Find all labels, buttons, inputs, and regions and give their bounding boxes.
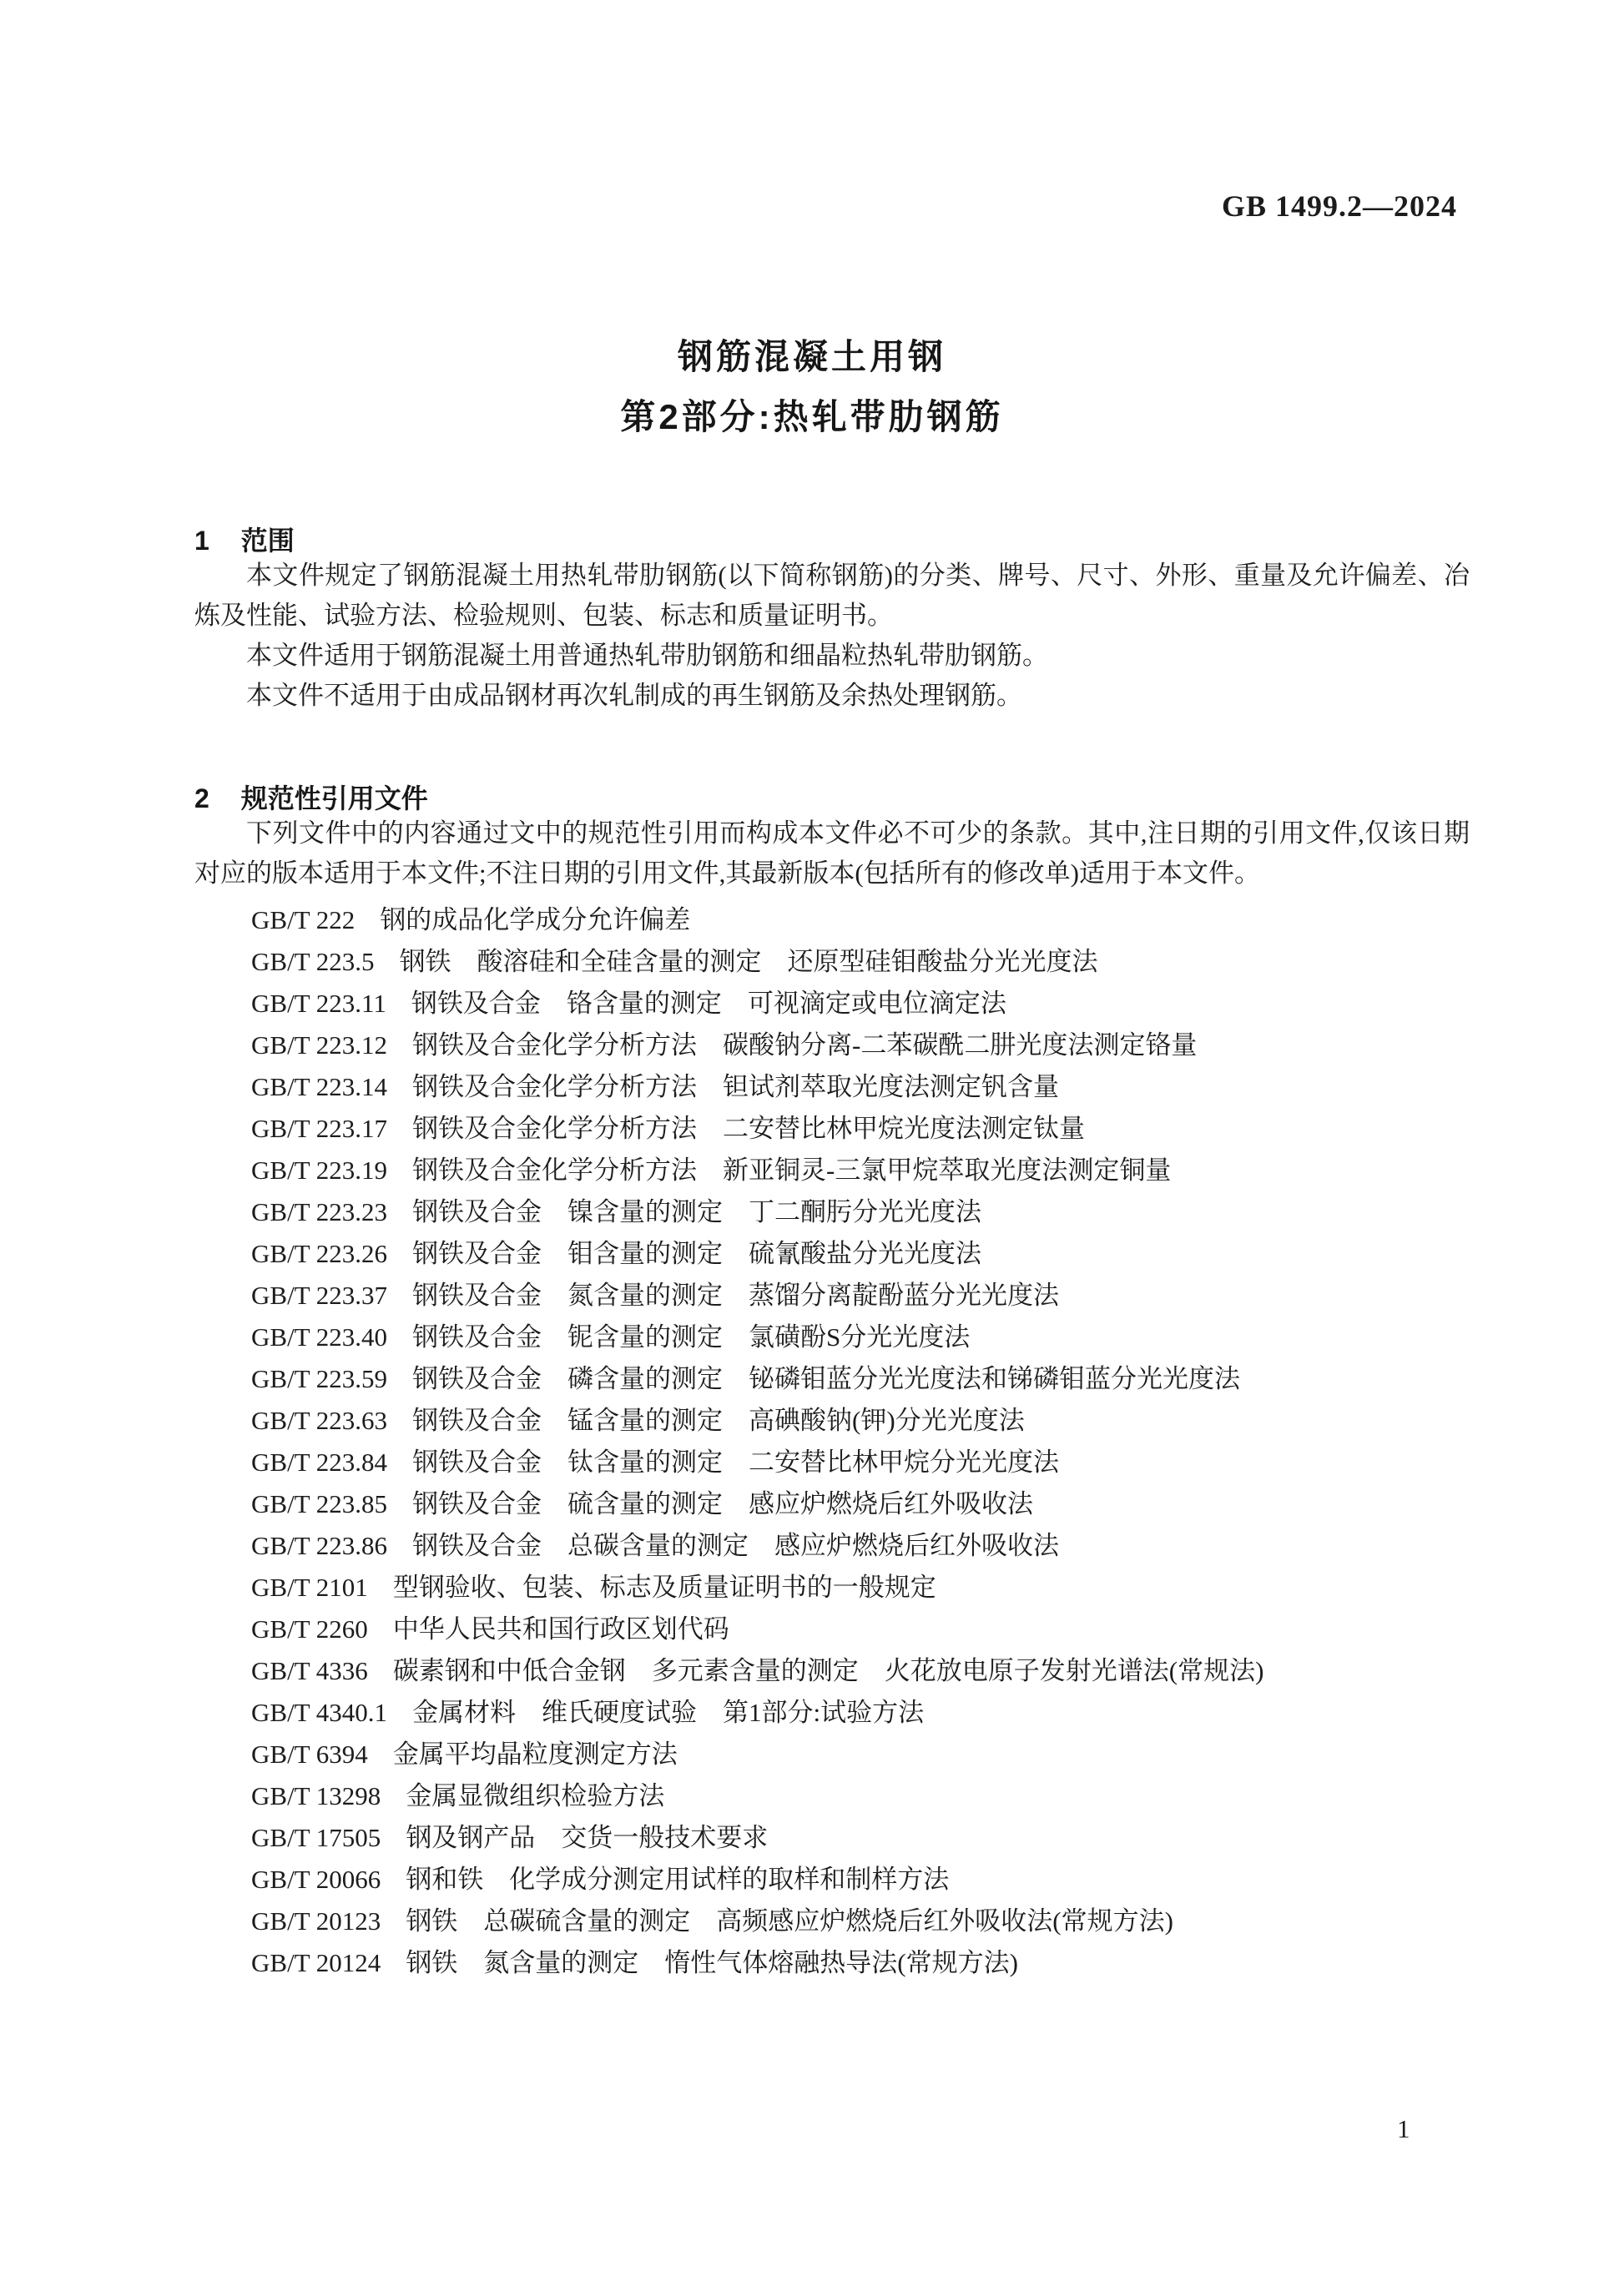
reference-code: GB/T 223.84 (251, 1448, 388, 1477)
reference-title: 金属显微组织检验方法 (406, 1781, 665, 1810)
section-2-number: 2 (194, 783, 209, 813)
reference-item (251, 983, 1470, 1025)
reference-title: 钢铁及合金 锰含量的测定 高碘酸钠(钾)分光光度法 (412, 1406, 1025, 1435)
reference-title: 钢铁及合金化学分析方法 碳酸钠分离-二苯碳酰二肼光度法测定铬量 (412, 1030, 1198, 1060)
reference-title: 钢铁及合金 磷含量的测定 铋磷钼蓝分光光度法和锑磷钼蓝分光光度法 (412, 1364, 1241, 1393)
reference-code: GB/T 223.85 (251, 1489, 388, 1518)
page-number: 1 (1397, 2114, 1410, 2143)
reference-code: GB/T 223.23 (251, 1197, 388, 1226)
reference-title: 钢及钢产品 交货一般技术要求 (406, 1823, 769, 1852)
reference-code: GB/T 20123 (251, 1906, 381, 1936)
reference-item (251, 1609, 1470, 1650)
reference-code: GB/T 223.63 (251, 1406, 388, 1435)
reference-title: 钢铁及合金 总碳含量的测定 感应炉燃烧后红外吸收法 (412, 1531, 1060, 1560)
reference-item (251, 1025, 1470, 1066)
reference-code: GB/T 4340.1 (251, 1698, 388, 1727)
title-line-1: 钢筋混凝土用钢 (677, 337, 946, 376)
title-line-2: 第2部分:热轧带肋钢筋 (620, 397, 1004, 436)
reference-item (251, 1066, 1470, 1108)
reference-code: GB/T 223.11 (251, 989, 386, 1018)
reference-code: GB/T 17505 (251, 1823, 381, 1852)
standard-number: GB 1499.2—2024 (1221, 189, 1457, 223)
reference-code: GB/T 4336 (251, 1656, 368, 1685)
section-1-number: 1 (194, 526, 209, 556)
reference-code: GB/T 13298 (251, 1781, 381, 1810)
reference-item (251, 1859, 1470, 1901)
reference-title: 金属平均晶粒度测定方法 (392, 1740, 678, 1769)
reference-title: 型钢验收、包装、标志及质量证明书的一般规定 (392, 1573, 936, 1602)
reference-code: GB/T 223.86 (251, 1531, 388, 1560)
references-intro-paragraph: 下列文件中的内容通过文中的规范性引用而构成本文件必不可少的条款。其中,注日期的引用文件,仅该日期对应的版本适用于本文件;不注日期的引用文件,其最新版本(包括所有的修改单)适用于本文件。 (194, 818, 1470, 888)
reference-item (251, 1901, 1470, 1942)
reference-item (251, 1775, 1470, 1817)
page-content (194, 526, 1470, 1984)
reference-item (251, 1567, 1470, 1609)
reference-title: 钢的成品化学成分允许偏差 (380, 905, 691, 934)
reference-code: GB/T 223.59 (251, 1364, 388, 1393)
reference-item (251, 1942, 1470, 1984)
reference-item (251, 1108, 1470, 1150)
reference-code: GB/T 223.12 (251, 1030, 388, 1060)
reference-code: GB/T 223.5 (251, 947, 375, 976)
reference-item (251, 1734, 1470, 1775)
section-2-heading (194, 783, 1470, 813)
reference-item (251, 899, 1470, 941)
reference-item (251, 1692, 1470, 1734)
document-title (0, 327, 1624, 447)
reference-title: 钢铁及合金化学分析方法 新亚铜灵-三氯甲烷萃取光度法测定铜量 (412, 1156, 1172, 1185)
section-2-title: 规范性引用文件 (240, 783, 428, 813)
section-1-heading (194, 526, 1470, 556)
reference-code: GB/T 223.19 (251, 1156, 388, 1185)
reference-title: 钢铁及合金化学分析方法 钽试剂萃取光度法测定钒含量 (412, 1072, 1060, 1101)
reference-title: 钢铁及合金 铬含量的测定 可视滴定或电位滴定法 (411, 989, 1006, 1018)
reference-item (251, 1817, 1470, 1859)
reference-title: 钢铁及合金 钼含量的测定 硫氰酸盐分光光度法 (412, 1239, 982, 1268)
reference-item (251, 1400, 1470, 1442)
reference-code: GB/T 223.26 (251, 1239, 388, 1268)
reference-item (251, 1483, 1470, 1525)
reference-code: GB/T 223.40 (251, 1322, 388, 1352)
reference-code: GB/T 2260 (251, 1614, 368, 1644)
reference-title: 钢铁及合金 铌含量的测定 氯磺酚S分光光度法 (412, 1322, 971, 1352)
reference-item (251, 1525, 1470, 1567)
reference-title: 中华人民共和国行政区划代码 (392, 1614, 729, 1644)
reference-item (251, 1191, 1470, 1233)
reference-item (251, 1275, 1470, 1317)
reference-title: 钢铁及合金 氮含量的测定 蒸馏分离靛酚蓝分光光度法 (412, 1281, 1060, 1310)
scope-paragraph-2: 本文件适用于钢筋混凝土用普通热轧带肋钢筋和细晶粒热轧带肋钢筋。 (246, 641, 1048, 670)
reference-code: GB/T 223.17 (251, 1114, 388, 1143)
reference-title: 钢铁及合金化学分析方法 二安替比林甲烷光度法测定钛量 (412, 1114, 1086, 1143)
reference-code: GB/T 222 (251, 905, 356, 934)
reference-item (251, 1233, 1470, 1275)
reference-item (251, 1150, 1470, 1191)
reference-code: GB/T 223.37 (251, 1281, 388, 1310)
reference-title: 钢铁 酸溶硅和全硅含量的测定 还原型硅钼酸盐分光光度法 (399, 947, 1098, 976)
reference-code: GB/T 2101 (251, 1573, 368, 1602)
section-1-title: 范围 (240, 526, 295, 556)
reference-title: 钢铁及合金 镍含量的测定 丁二酮肟分光光度法 (412, 1197, 982, 1226)
reference-list (194, 899, 1470, 1984)
reference-item (251, 1442, 1470, 1483)
reference-title: 钢铁 氮含量的测定 惰性气体熔融热导法(常规方法) (406, 1948, 1018, 1977)
reference-title: 钢铁 总碳硫含量的测定 高频感应炉燃烧后红外吸收法(常规方法) (406, 1906, 1173, 1936)
reference-title: 钢铁及合金 钛含量的测定 二安替比林甲烷分光光度法 (412, 1448, 1060, 1477)
reference-item (251, 1358, 1470, 1400)
reference-item (251, 941, 1470, 983)
scope-paragraph-1: 本文件规定了钢筋混凝土用热轧带肋钢筋(以下简称钢筋)的分类、牌号、尺寸、外形、重量及允许偏差、冶炼及性能、试验方法、检验规则、包装、标志和质量证明书。 (194, 561, 1470, 630)
reference-code: GB/T 20066 (251, 1865, 381, 1894)
reference-title: 钢和铁 化学成分测定用试样的取样和制样方法 (406, 1865, 950, 1894)
reference-title: 钢铁及合金 硫含量的测定 感应炉燃烧后红外吸收法 (412, 1489, 1034, 1518)
reference-item (251, 1317, 1470, 1358)
reference-code: GB/T 6394 (251, 1740, 368, 1769)
reference-title: 碳素钢和中低合金钢 多元素含量的测定 火花放电原子发射光谱法(常规法) (392, 1656, 1264, 1685)
reference-code: GB/T 223.14 (251, 1072, 388, 1101)
reference-item (251, 1650, 1470, 1692)
reference-title: 金属材料 维氏硬度试验 第1部分:试验方法 (412, 1698, 925, 1727)
scope-paragraph-3: 本文件不适用于由成品钢材再次轧制成的再生钢筋及余热处理钢筋。 (246, 681, 1022, 710)
reference-code: GB/T 20124 (251, 1948, 381, 1977)
